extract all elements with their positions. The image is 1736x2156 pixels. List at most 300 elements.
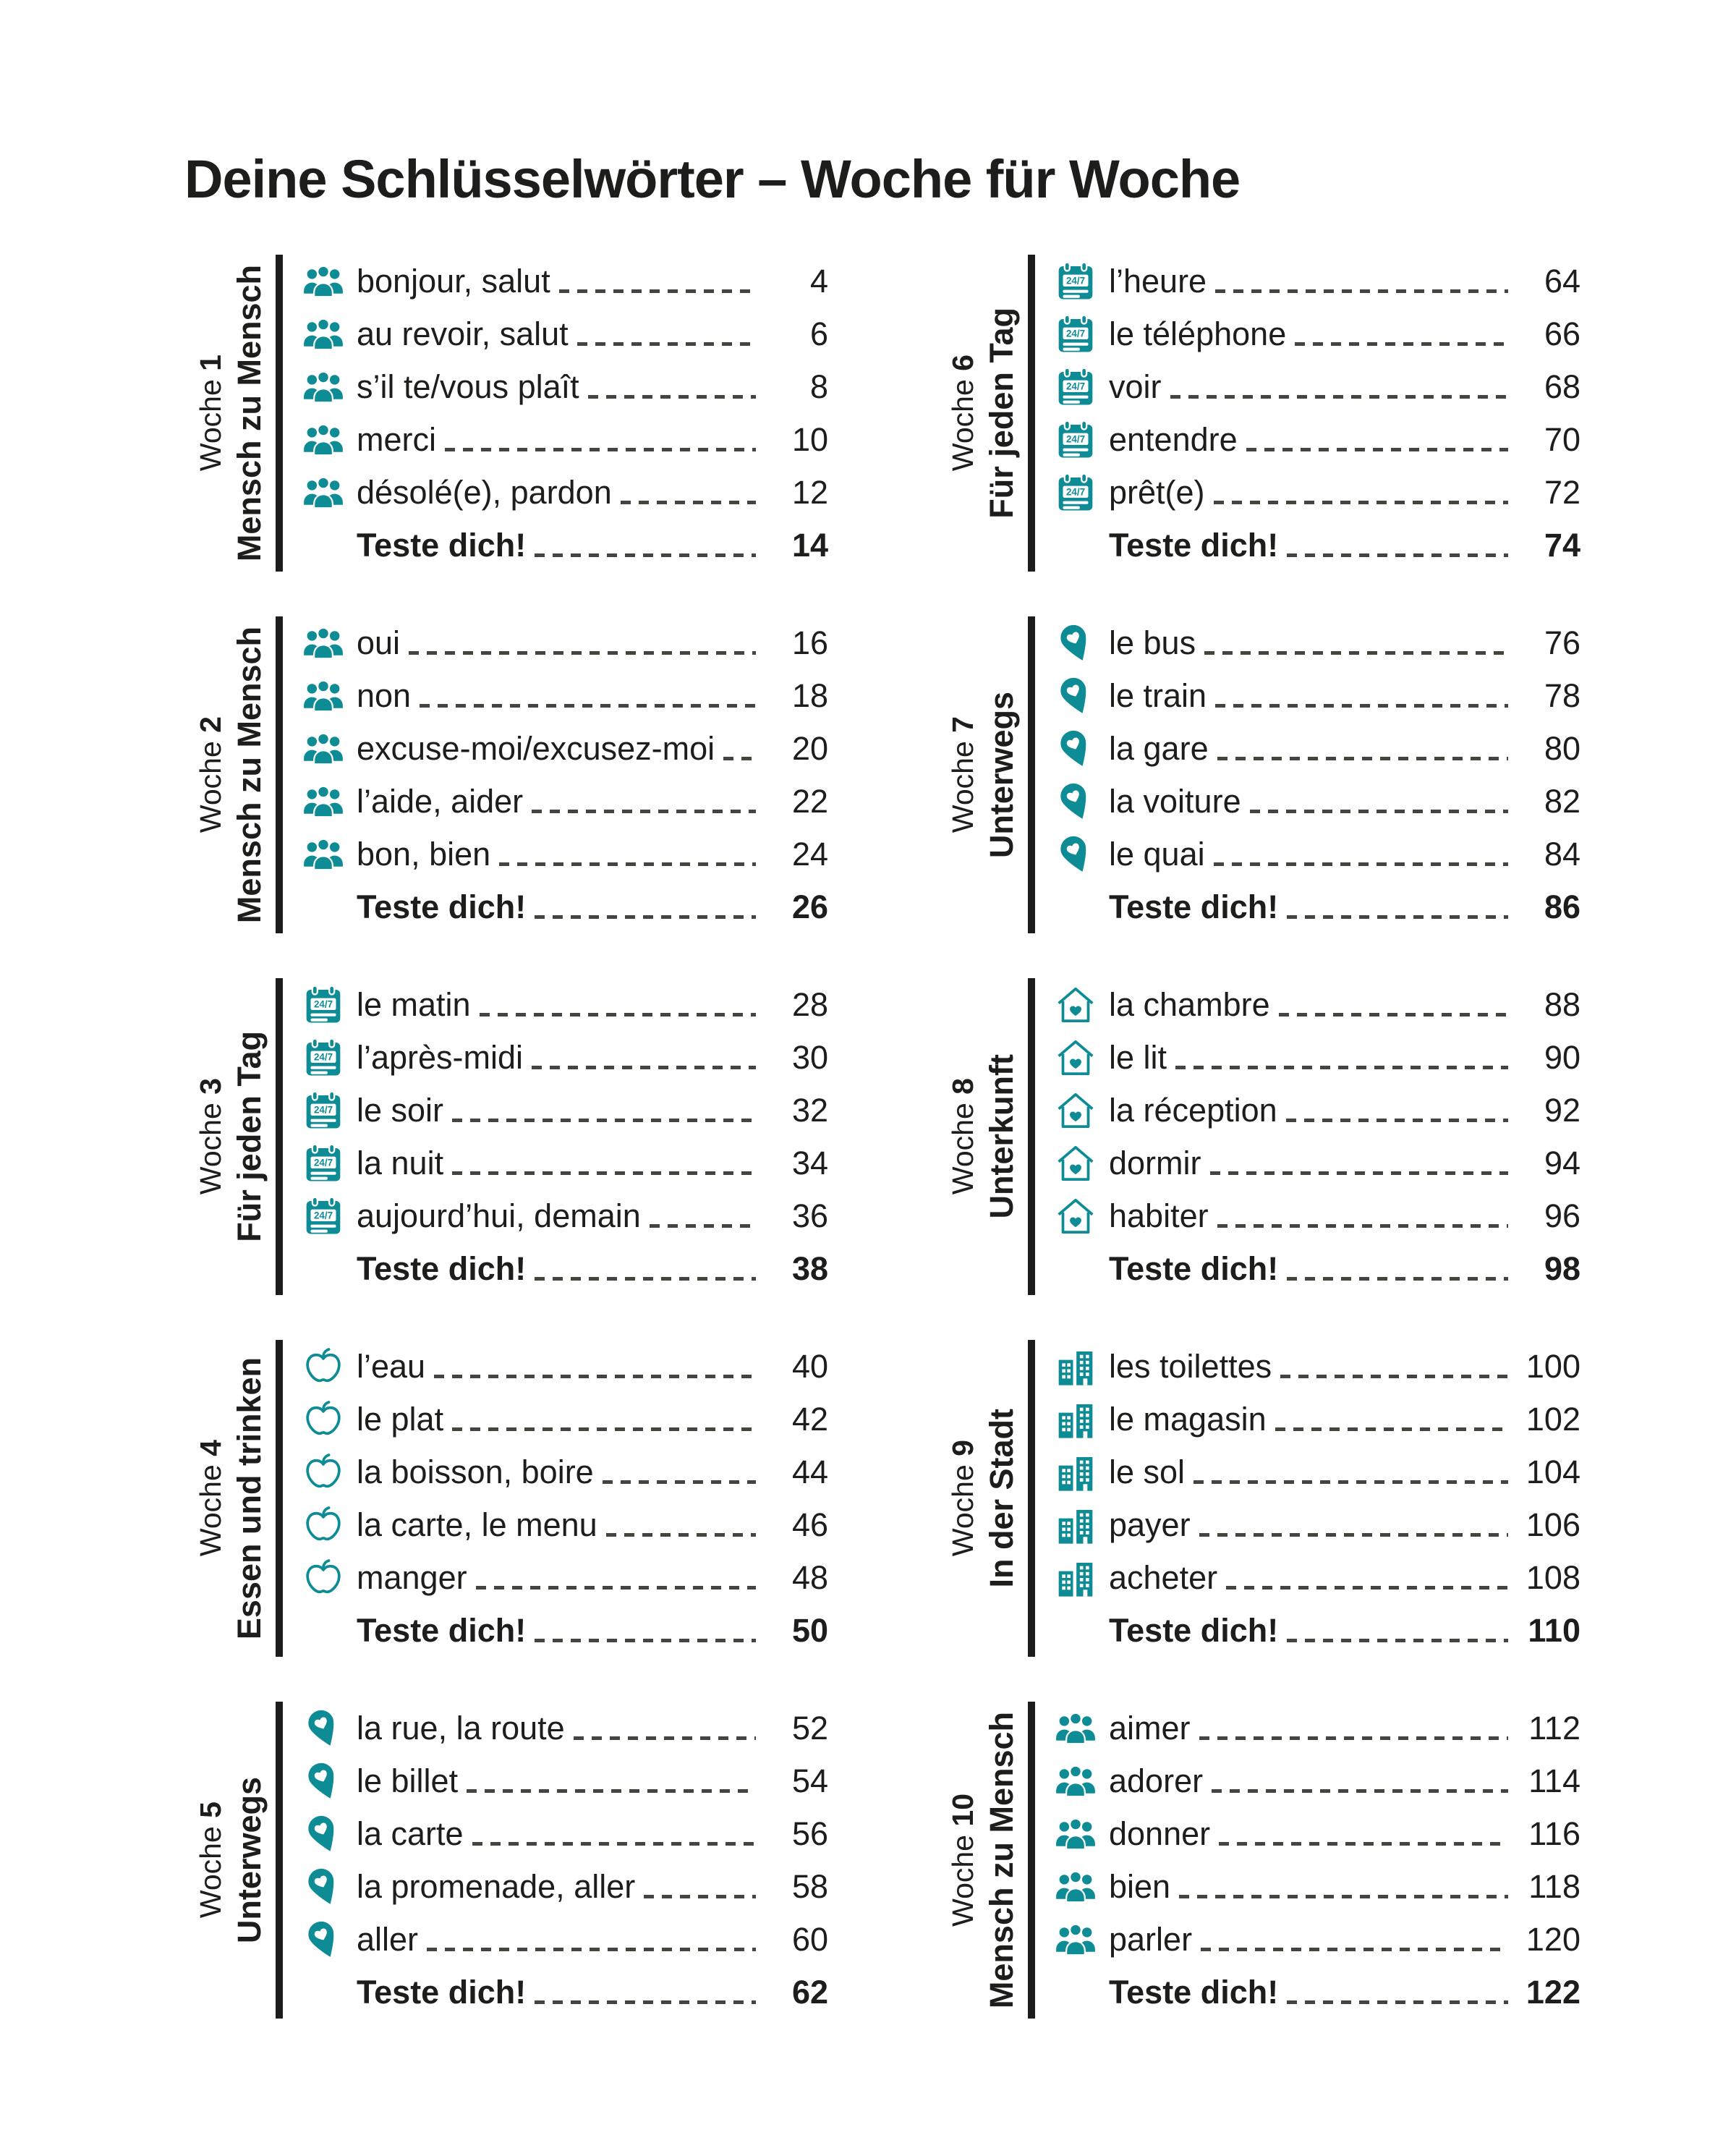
dotted-leader [1215, 704, 1508, 708]
toc-item [303, 255, 828, 307]
test-row [1055, 519, 1580, 572]
item-label: habiter [1109, 1197, 1209, 1234]
item-label: voir [1109, 368, 1162, 405]
dotted-leader [452, 1119, 756, 1122]
dotted-leader [427, 1948, 756, 1951]
toc-item [303, 1189, 828, 1242]
page-number: 40 [791, 1347, 828, 1385]
calendar-icon [1055, 420, 1096, 460]
test-label: Teste dich! [357, 1973, 527, 2011]
test-label: Teste dich! [357, 1249, 527, 1287]
people-icon [1055, 1814, 1096, 1854]
page-number: 24 [791, 835, 828, 873]
people-icon [303, 314, 344, 355]
calendar-icon [1055, 314, 1096, 355]
page-number: 90 [1544, 1038, 1580, 1076]
item-label: le plat [357, 1400, 444, 1438]
pin-icon [303, 1814, 344, 1854]
week-number-label: Woche 1 [194, 355, 227, 472]
week-divider-bar [1028, 616, 1035, 933]
page-number: 8 [809, 368, 828, 405]
page-number: 60 [791, 1920, 828, 1958]
page-number: 44 [791, 1453, 828, 1490]
week-number-label: Woche 5 [194, 1801, 227, 1919]
pin-icon [1055, 781, 1096, 822]
week-block [184, 1340, 828, 1657]
item-label: les toilettes [1109, 1347, 1272, 1385]
calendar-icon [1055, 261, 1096, 302]
toc-item [1055, 1860, 1580, 1913]
test-label: Teste dich! [357, 1611, 527, 1649]
dotted-leader [1226, 1586, 1508, 1590]
week-item-list [303, 1702, 828, 2019]
pin-icon [1055, 623, 1096, 663]
dotted-leader [1217, 1224, 1508, 1228]
dotted-leader [1287, 1277, 1508, 1281]
item-label: payer [1109, 1506, 1191, 1543]
dotted-leader [434, 1375, 756, 1378]
toc-item [1055, 828, 1580, 880]
item-label: adorer [1109, 1762, 1204, 1799]
svg-text:24/7: 24/7 [1065, 275, 1086, 286]
page-number: 94 [1544, 1144, 1580, 1181]
toc-item [1055, 1137, 1580, 1189]
item-label: la carte, le menu [357, 1506, 597, 1543]
dotted-leader [1194, 1480, 1508, 1484]
toc-item [303, 616, 828, 669]
calendar-icon [303, 1037, 344, 1078]
test-row [1055, 1242, 1580, 1295]
test-label: Teste dich! [1109, 888, 1279, 925]
week-divider-bar [1028, 1702, 1035, 2019]
dotted-leader [409, 651, 756, 655]
dotted-leader [1219, 1842, 1508, 1846]
test-row [1055, 880, 1580, 933]
pin-icon [1055, 834, 1096, 875]
pin-icon [303, 1867, 344, 1907]
test-label: Teste dich! [1109, 526, 1279, 564]
week-item-list [1055, 978, 1580, 1295]
dotted-leader [499, 862, 756, 866]
week-number-label: Woche 9 [946, 1440, 979, 1557]
test-label: Teste dich! [1109, 1611, 1279, 1649]
toc-item [303, 413, 828, 466]
toc-item [303, 775, 828, 828]
toc-item [303, 1393, 828, 1446]
toc-item [1055, 1913, 1580, 1966]
dotted-leader [1214, 862, 1508, 866]
house-icon [1055, 1037, 1096, 1078]
toc-item [303, 978, 828, 1031]
dotted-leader [1204, 651, 1508, 655]
toc-item [303, 828, 828, 880]
dotted-leader [1287, 915, 1508, 919]
week-item-list [1055, 1702, 1580, 2019]
toc-item [1055, 307, 1580, 360]
item-label: aujourd’hui, demain [357, 1197, 641, 1234]
page-number: 18 [791, 676, 828, 714]
week-divider-bar [276, 616, 283, 933]
week-block [184, 978, 828, 1295]
dotted-leader [1212, 1789, 1508, 1793]
page-number: 80 [1544, 729, 1580, 767]
week-number-label: Woche 7 [946, 716, 979, 833]
week-divider-bar [276, 1702, 283, 2019]
weeks-grid [184, 255, 1580, 2019]
pin-icon [303, 1708, 344, 1749]
dotted-leader [1279, 1013, 1508, 1017]
item-label: donner [1109, 1815, 1211, 1852]
item-label: bonjour, salut [357, 262, 550, 300]
svg-text:24/7: 24/7 [1065, 328, 1086, 339]
test-row [303, 1966, 828, 2019]
page-number: 14 [791, 526, 828, 564]
house-icon [1055, 1196, 1096, 1236]
week-side-labels [184, 1702, 268, 2019]
calendar-icon [1055, 367, 1096, 407]
people-icon [303, 834, 344, 875]
page-number: 66 [1544, 315, 1580, 352]
page-number: 120 [1526, 1920, 1580, 1958]
dotted-leader [1201, 1948, 1508, 1951]
dotted-leader [723, 757, 756, 760]
page-number: 96 [1544, 1197, 1580, 1234]
people-icon [1055, 1708, 1096, 1749]
dotted-leader [1214, 501, 1508, 504]
page-number: 10 [791, 420, 828, 458]
pin-icon [303, 1761, 344, 1801]
page-number: 46 [791, 1506, 828, 1543]
city-icon [1055, 1399, 1096, 1440]
people-icon [303, 472, 344, 513]
item-label: oui [357, 624, 401, 661]
week-block [184, 616, 828, 933]
item-label: bon, bien [357, 835, 491, 873]
people-icon [303, 261, 344, 302]
toc-item [1055, 1031, 1580, 1084]
week-item-list [1055, 1340, 1580, 1657]
people-icon [303, 781, 344, 822]
item-label: l’après-midi [357, 1038, 524, 1076]
week-side-labels [184, 978, 268, 1295]
item-label: s’il te/vous plaît [357, 368, 579, 405]
toc-item [303, 1702, 828, 1754]
page-number: 114 [1528, 1762, 1580, 1799]
week-theme-label: Mensch zu Mensch [983, 1711, 1020, 2009]
week-block [937, 978, 1580, 1295]
svg-text:24/7: 24/7 [1065, 433, 1086, 444]
item-label: prêt(e) [1109, 473, 1205, 511]
page-number: 78 [1544, 676, 1580, 714]
svg-text:24/7: 24/7 [1065, 381, 1086, 391]
page-number: 28 [791, 985, 828, 1023]
page-number: 34 [791, 1144, 828, 1181]
week-theme-label: In der Stadt [983, 1409, 1020, 1588]
week-side-labels [937, 1702, 1018, 2019]
item-label: le billet [357, 1762, 459, 1799]
page-number: 22 [791, 782, 828, 820]
dotted-leader [606, 1533, 756, 1537]
dotted-leader [1250, 810, 1508, 813]
page-number: 52 [791, 1709, 828, 1747]
people-icon [303, 729, 344, 769]
week-side-labels [184, 255, 268, 572]
toc-item [1055, 775, 1580, 828]
item-label: aller [357, 1920, 419, 1958]
pin-icon [1055, 676, 1096, 716]
dotted-leader [532, 810, 756, 813]
toc-item [303, 1084, 828, 1137]
page-number: 54 [791, 1762, 828, 1799]
house-icon [1055, 1143, 1096, 1184]
item-label: la réception [1109, 1091, 1277, 1129]
dotted-leader [603, 1480, 756, 1484]
test-label: Teste dich! [1109, 1249, 1279, 1287]
item-label: merci [357, 420, 436, 458]
test-row [1055, 1604, 1580, 1657]
toc-item [1055, 616, 1580, 669]
toc-item [1055, 1498, 1580, 1551]
dotted-leader [535, 1277, 756, 1281]
item-label: excuse-moi/excusez-moi [357, 729, 715, 767]
week-divider-bar [276, 255, 283, 572]
week-side-labels [184, 1340, 268, 1657]
dotted-leader [1287, 1639, 1508, 1642]
people-icon [303, 367, 344, 407]
page-number: 68 [1544, 368, 1580, 405]
dotted-leader [1246, 448, 1508, 451]
toc-item [1055, 255, 1580, 307]
page-number: 32 [791, 1091, 828, 1129]
city-icon [1055, 1452, 1096, 1493]
week-number-label: Woche 8 [946, 1078, 979, 1195]
item-label: l’eau [357, 1347, 426, 1385]
toc-item [1055, 1393, 1580, 1446]
dotted-leader [476, 1586, 756, 1590]
page-number: 30 [791, 1038, 828, 1076]
toc-item [303, 360, 828, 413]
calendar-icon [303, 1090, 344, 1131]
dotted-leader [1286, 1119, 1508, 1122]
page-number: 50 [791, 1611, 828, 1649]
page-number: 36 [791, 1197, 828, 1234]
people-icon [303, 623, 344, 663]
toc-item [303, 1340, 828, 1393]
test-row [1055, 1966, 1580, 2019]
week-theme-label: Mensch zu Mensch [231, 264, 268, 562]
page-number: 88 [1544, 985, 1580, 1023]
toc-item [1055, 466, 1580, 519]
toc-item [303, 669, 828, 722]
week-theme-label: Unterwegs [983, 691, 1020, 859]
page-number: 48 [791, 1558, 828, 1596]
week-block [937, 255, 1580, 572]
people-icon [303, 676, 344, 716]
toc-item [1055, 1754, 1580, 1807]
toc-item [303, 1860, 828, 1913]
item-label: parler [1109, 1920, 1193, 1958]
week-item-list [303, 978, 828, 1295]
item-label: le sol [1109, 1453, 1186, 1490]
dotted-leader [1287, 553, 1508, 557]
pin-icon [1055, 729, 1096, 769]
pin-icon [303, 1919, 344, 1960]
page-number: 20 [791, 729, 828, 767]
people-icon [1055, 1867, 1096, 1907]
page-number: 112 [1528, 1709, 1580, 1747]
toc-item [1055, 1189, 1580, 1242]
dotted-leader [644, 1895, 756, 1898]
svg-text:24/7: 24/7 [313, 1210, 333, 1221]
page-number: 72 [1544, 473, 1580, 511]
week-item-list [303, 1340, 828, 1657]
item-label: le train [1109, 676, 1207, 714]
item-label: le bus [1109, 624, 1196, 661]
toc-item [303, 1137, 828, 1189]
item-label: le quai [1109, 835, 1205, 873]
people-icon [1055, 1761, 1096, 1801]
calendar-icon [1055, 472, 1096, 513]
item-label: le soir [357, 1091, 444, 1129]
toc-item [1055, 722, 1580, 775]
item-label: l’heure [1109, 262, 1207, 300]
page-number: 6 [809, 315, 828, 352]
toc-item [303, 307, 828, 360]
toc-item [1055, 1084, 1580, 1137]
week-block [937, 1702, 1580, 2019]
dotted-leader [1287, 2000, 1508, 2004]
calendar-icon [303, 985, 344, 1025]
dotted-leader [472, 1842, 756, 1846]
toc-item [303, 1551, 828, 1604]
page-number: 76 [1544, 624, 1580, 661]
toc-item [303, 1446, 828, 1498]
dotted-leader [1280, 1375, 1508, 1378]
week-block [937, 1340, 1580, 1657]
item-label: entendre [1109, 420, 1238, 458]
item-label: la carte [357, 1815, 464, 1852]
toc-item [1055, 413, 1580, 466]
week-theme-label: Essen und trinken [231, 1357, 268, 1640]
apple-icon [303, 1558, 344, 1598]
toc-item [1055, 1551, 1580, 1604]
city-icon [1055, 1505, 1096, 1545]
week-theme-label: Für jeden Tag [231, 1031, 268, 1242]
svg-text:24/7: 24/7 [313, 1051, 333, 1062]
page-number: 84 [1544, 835, 1580, 873]
week-block [184, 255, 828, 572]
dotted-leader [559, 289, 756, 293]
dotted-leader [577, 342, 756, 346]
people-icon [303, 420, 344, 460]
toc-item [1055, 1340, 1580, 1393]
page-number: 110 [1528, 1611, 1580, 1649]
page-number: 56 [791, 1815, 828, 1852]
week-number-label: Woche 3 [194, 1078, 227, 1195]
item-label: manger [357, 1558, 467, 1596]
item-label: la rue, la route [357, 1709, 565, 1747]
toc-item [1055, 1702, 1580, 1754]
dotted-leader [420, 704, 756, 708]
week-item-list [1055, 616, 1580, 933]
dotted-leader [535, 2000, 756, 2004]
week-number-label: Woche 2 [194, 716, 227, 833]
item-label: acheter [1109, 1558, 1218, 1596]
week-theme-label: Unterkunft [983, 1054, 1020, 1219]
toc-item [1055, 1446, 1580, 1498]
page-number: 64 [1544, 262, 1580, 300]
week-divider-bar [1028, 978, 1035, 1295]
test-row [303, 880, 828, 933]
dotted-leader [445, 448, 756, 451]
page-number: 116 [1528, 1815, 1580, 1852]
item-label: la boisson, boire [357, 1453, 594, 1490]
page-number: 70 [1544, 420, 1580, 458]
toc-item [303, 1913, 828, 1966]
week-item-list [1055, 255, 1580, 572]
apple-icon [303, 1346, 344, 1387]
week-side-labels [184, 616, 268, 933]
page-number: 82 [1544, 782, 1580, 820]
page-title: Deine Schlüsselwörter – Woche für Woche [184, 149, 1241, 209]
week-divider-bar [1028, 255, 1035, 572]
week-divider-bar [276, 978, 283, 1295]
page-number: 26 [791, 888, 828, 925]
dotted-leader [467, 1789, 756, 1793]
calendar-icon [303, 1196, 344, 1236]
item-label: l’aide, aider [357, 782, 524, 820]
dotted-leader [1210, 1171, 1508, 1175]
page-number: 62 [791, 1973, 828, 2011]
dotted-leader [1215, 289, 1508, 293]
week-item-list [303, 616, 828, 933]
week-divider-bar [276, 1340, 283, 1657]
item-label: dormir [1109, 1144, 1201, 1181]
toc-item [1055, 978, 1580, 1031]
item-label: le matin [357, 985, 471, 1023]
item-label: la chambre [1109, 985, 1270, 1023]
page-number: 38 [791, 1249, 828, 1287]
toc-item [303, 1807, 828, 1860]
toc-item [303, 722, 828, 775]
toc-item [303, 466, 828, 519]
item-label: bien [1109, 1867, 1171, 1905]
toc-item [1055, 669, 1580, 722]
week-side-labels [937, 1340, 1018, 1657]
page-number: 86 [1544, 888, 1580, 925]
page-number: 118 [1528, 1867, 1580, 1905]
apple-icon [303, 1399, 344, 1440]
item-label: le magasin [1109, 1400, 1267, 1438]
dotted-leader [1217, 757, 1508, 760]
dotted-leader [452, 1171, 756, 1175]
dotted-leader [480, 1013, 756, 1017]
week-side-labels [937, 978, 1018, 1295]
week-divider-bar [1028, 1340, 1035, 1657]
item-label: la voiture [1109, 782, 1241, 820]
dotted-leader [588, 395, 756, 399]
dotted-leader [532, 1066, 756, 1069]
svg-text:24/7: 24/7 [313, 998, 333, 1009]
week-number-label: Woche 6 [946, 355, 979, 472]
page-number: 108 [1526, 1558, 1580, 1596]
svg-text:24/7: 24/7 [313, 1104, 333, 1115]
toc-item [1055, 360, 1580, 413]
toc-item [303, 1498, 828, 1551]
dotted-leader [650, 1224, 756, 1228]
people-icon [1055, 1919, 1096, 1960]
svg-text:24/7: 24/7 [313, 1157, 333, 1168]
